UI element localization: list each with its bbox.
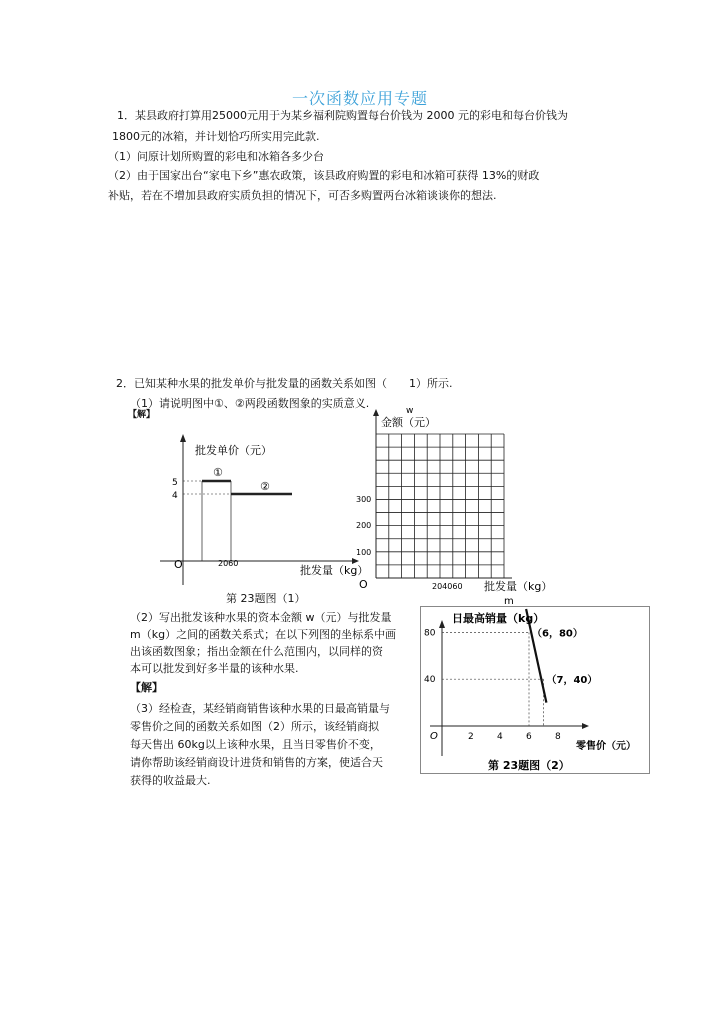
origin-label: O [430,731,438,742]
point-label: （7，40） [546,675,598,687]
q2-part1: （1）请说明图中①、②两段函数图象的实质意义. [130,397,370,410]
q1-line-2: 1800元的冰箱，并计划恰巧所实用完此款. [112,130,320,143]
x-axis-label: 批发量（kg） [484,580,553,593]
y-axis-label: 金额（元） [381,416,436,429]
y-tick-label: 80 [424,628,436,639]
y-axis-label: 批发单价（元） [195,444,272,457]
q2-answer-label-1: 【解】 [128,410,156,420]
origin-label: O [174,558,183,571]
q2-part3-line-2: 零售价之间的函数关系如图（2）所示，该经销商拟 [130,720,379,733]
figure-1-amount-grid [350,404,565,609]
q1-line-3: （1）问原计划所购置的彩电和冰箱各多少台 [108,150,324,163]
point-label: （6，80） [532,628,583,640]
q2-part2-line-3: 出该函数图象；指出金额在什么范围内，以同样的资 [130,645,383,658]
q2-part2-line-4: 本可以批发到好多半量的该种水果. [130,662,299,675]
q2-part3-line-4: 请你帮助该经销商设计进货和销售的方案，使适合天 [130,756,383,769]
y-tick-label: 300 [356,495,372,504]
q1-line-5: 补贴，若在不增加县政府实质负担的情况下，可否多购置两台冰箱谈谈你的想法. [108,189,497,202]
figure-1-caption: 第 23题图（1） [226,592,306,605]
figure-2-caption: 第 23题图（2） [488,759,570,772]
q1-line-4: （2）由于国家出台“家电下乡”惠农政策，该县政府购置的彩电和冰箱可获得 13%的财政 [108,169,540,182]
page-title: 一次函数应用专题 [291,89,428,108]
y-tick-label: 5 [172,478,178,488]
x-axis-label: 零售价（元） [576,741,636,752]
grid [376,434,504,578]
q2-line-1: 2．已知某种水果的批发单价与批发量的函数关系如图（ 1）所示. [116,377,453,390]
x-variable-label: m [504,596,514,607]
y-tick-label: 100 [356,548,372,557]
q2-part3-line-1: （3）经检查，某经销商销售该种水果的日最高销量与 [130,702,390,715]
x-tick-label: 6 [526,732,532,742]
figure-2-sales-chart [420,606,650,774]
q2-part2-line-2: m（kg）之间的函数关系式；在以下列图的坐标系中画 [130,628,397,641]
y-tick-label: 200 [356,521,372,530]
q2-part3-line-5: 获得的收益最大. [130,774,211,787]
q2-part3-line-3: 每天售出 60kg以上该种水果，且当日零售价不变， [130,738,381,751]
x-tick-label: 2 [468,732,474,742]
q2-part2-line-1: （2）写出批发该种水果的资本金额 w（元）与批发量 [130,611,392,624]
y-axis-arrow [373,409,379,416]
x-axis-label: 批发量（kg） [300,564,369,577]
y-tick-label: 40 [424,675,436,686]
y-variable-label: w [406,406,414,416]
q2-answer-label-2: 【解】 [130,681,163,694]
q1-line-1: 1．某县政府打算用25000元用于为某乡福利院购置每台价钱为 2000 元的彩电和每台价钱为 [117,109,568,122]
x-tick-label: 4 [497,732,503,742]
y-tick-label: 4 [172,491,178,501]
segment-1-label: ① [213,466,223,479]
segment-2-label: ② [260,480,270,493]
x-tick-label: 204060 [432,582,463,591]
y-axis-label: 日最高销量（kg） [452,612,545,625]
x-tick-label: 8 [555,732,561,742]
y-axis-arrow [180,434,186,442]
x-tick-label: 2060 [218,559,239,568]
origin-label: O [359,578,368,591]
